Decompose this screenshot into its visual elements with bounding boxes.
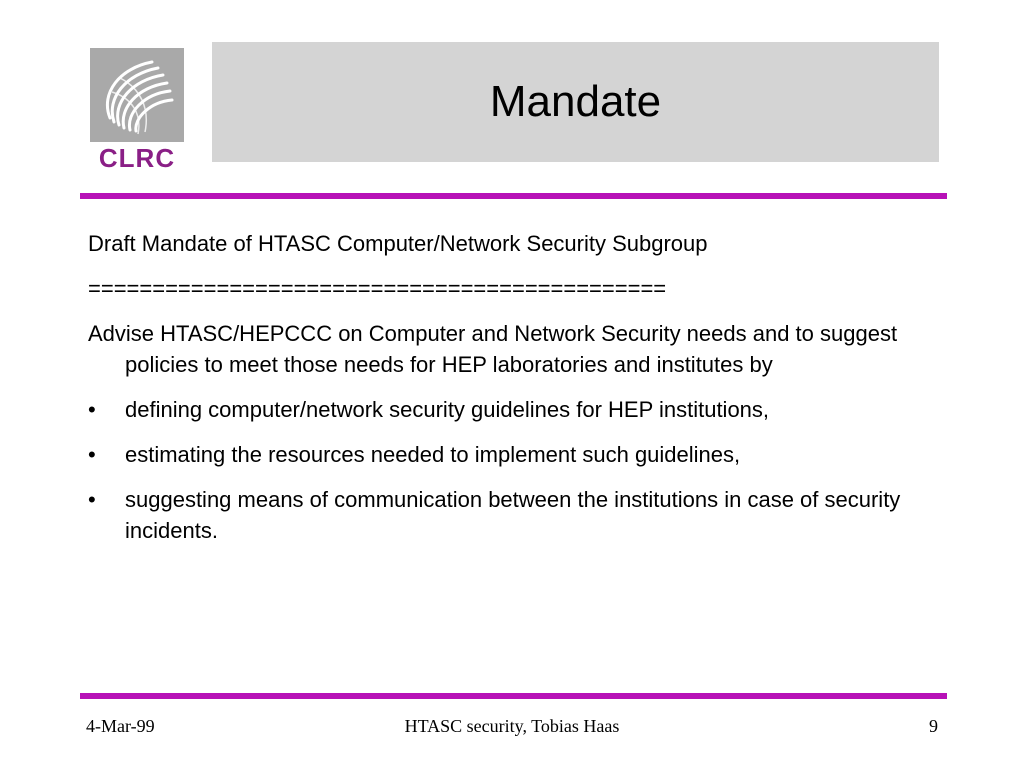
footer-date: 4-Mar-99 xyxy=(86,716,155,736)
bullet-icon: • xyxy=(88,397,96,422)
separator-line: ============================================= xyxy=(88,276,667,301)
title-bar xyxy=(212,42,939,162)
page-number: 9 xyxy=(929,716,938,736)
top-divider xyxy=(80,193,947,199)
logo-text: CLRC xyxy=(98,143,176,173)
slide-body xyxy=(88,228,948,560)
bullet-icon: • xyxy=(88,487,96,512)
footer-title: HTASC security, Tobias Haas xyxy=(404,716,620,736)
intro-paragraph: Advise HTASC/HEPCCC on Computer and Network Security needs and to suggest policies to meet those needs for HEP laboratories and institutes by xyxy=(88,321,898,377)
globe-swirl-icon xyxy=(90,48,184,142)
logo-emblem xyxy=(90,48,184,142)
bullet-item xyxy=(88,439,948,470)
bullet-text: estimating the resources needed to implement such guidelines, xyxy=(125,442,741,467)
bullet-text: defining computer/network security guidelines for HEP institutions, xyxy=(125,397,770,422)
body-heading: Draft Mandate of HTASC Computer/Network Security Subgroup xyxy=(88,231,708,256)
bullet-text: suggesting means of communication between the institutions in case of security incidents. xyxy=(125,487,901,543)
bullet-icon: • xyxy=(88,442,96,467)
clrc-logo xyxy=(86,46,188,172)
bullet-item xyxy=(88,394,948,425)
slide-title: Mandate xyxy=(489,77,662,126)
bullet-item xyxy=(88,484,948,546)
bottom-divider xyxy=(80,693,947,699)
